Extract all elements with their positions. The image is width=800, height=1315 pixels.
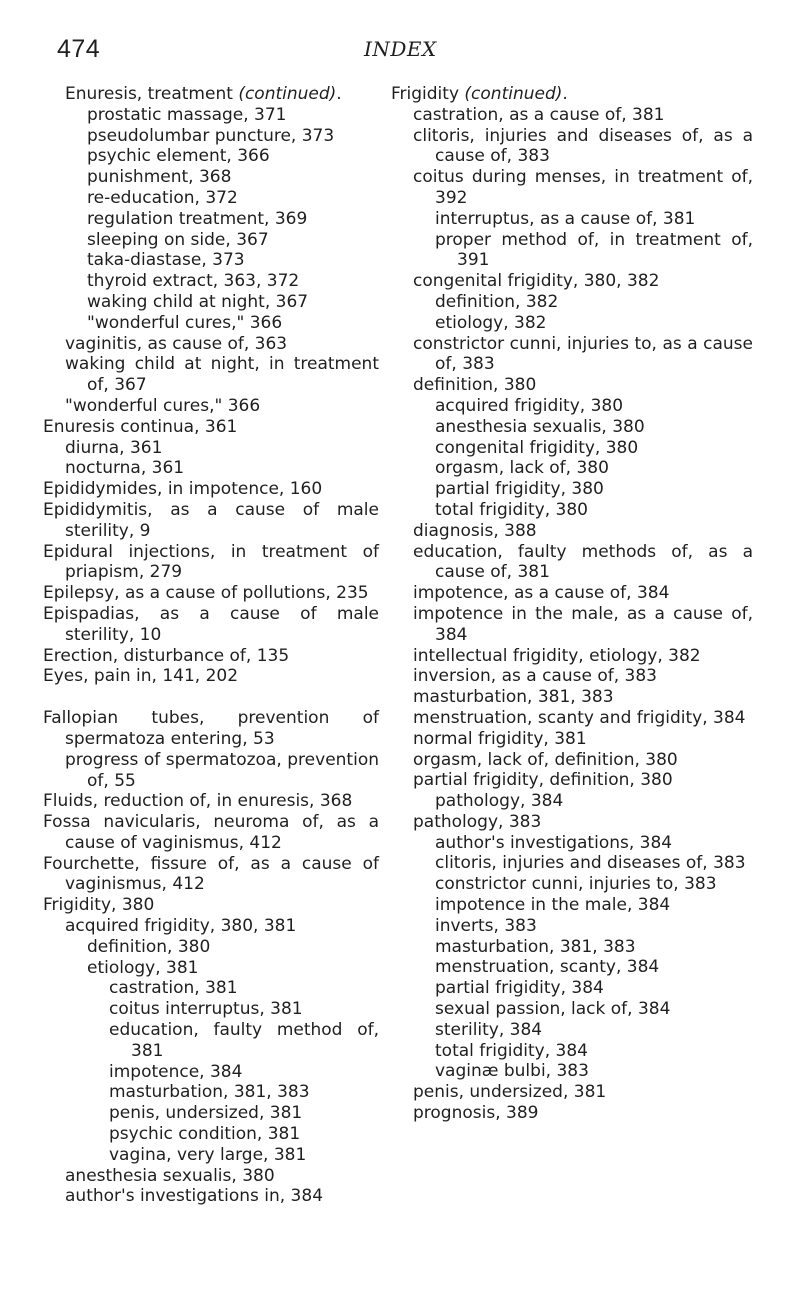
index-subentry bbox=[65, 1103, 379, 1124]
index-subentry bbox=[65, 1186, 379, 1207]
index-subentry bbox=[413, 500, 753, 521]
index-subentry bbox=[413, 209, 753, 230]
index-heading bbox=[43, 499, 379, 542]
entry-text: pathology, 384 bbox=[435, 791, 564, 812]
entry-text: impotence in the male, 384 bbox=[435, 895, 671, 916]
index-subentry bbox=[65, 396, 379, 417]
index-subentry bbox=[65, 84, 379, 105]
entry-text: punishment, 368 bbox=[87, 167, 232, 188]
entry-text: impotence, as a cause of, 384 bbox=[413, 583, 670, 604]
index-subentry bbox=[65, 438, 379, 459]
index-heading bbox=[43, 645, 379, 667]
entry-text: congenital frigidity, 380 bbox=[435, 437, 639, 458]
index-column-left bbox=[43, 84, 379, 1207]
index-subentry bbox=[65, 916, 379, 937]
index-subentry bbox=[413, 1061, 753, 1082]
index-subentry bbox=[65, 188, 379, 209]
index-subentry bbox=[65, 1020, 379, 1062]
entry-text: definition, 380 bbox=[413, 375, 537, 396]
entry-text: Fluids, reduction of, in enuresis, 368 bbox=[43, 791, 353, 812]
index-subentry bbox=[65, 978, 379, 999]
index-subentry bbox=[65, 250, 379, 271]
index-subentry bbox=[413, 542, 753, 584]
index-subentry bbox=[413, 895, 753, 916]
index-subentry bbox=[65, 126, 379, 147]
index-subentry bbox=[413, 646, 753, 667]
entry-text: Eyes, pain in, 141, 202 bbox=[43, 666, 239, 687]
entry-text: coitus during menses, in treatment of, 392 bbox=[413, 167, 753, 208]
entry-text: etiology, 382 bbox=[435, 312, 547, 333]
entry-text: progress of spermatozoa, prevention of, 55 bbox=[65, 749, 379, 791]
section-gap bbox=[65, 687, 379, 708]
index-subentry bbox=[413, 1020, 753, 1041]
entry-text: acquired frigidity, 380 bbox=[435, 395, 624, 416]
index-subentry bbox=[413, 438, 753, 459]
index-heading bbox=[43, 603, 379, 646]
entry-text: waking child at night, 367 bbox=[87, 291, 309, 312]
entry-text: proper method of, in treatment of, 391 bbox=[435, 229, 753, 271]
index-subentry bbox=[413, 708, 753, 729]
index-subentry bbox=[65, 958, 379, 979]
index-subentry bbox=[413, 292, 753, 313]
index-subentry bbox=[65, 999, 379, 1020]
index-subentry bbox=[413, 126, 753, 168]
entry-text: menstruation, scanty and frigidity, 384 bbox=[413, 707, 746, 728]
running-head: INDEX bbox=[364, 37, 437, 61]
entry-text: diurna, 361 bbox=[65, 437, 163, 458]
index-heading bbox=[43, 895, 379, 916]
entry-text: pseudolumbar puncture, 373 bbox=[87, 125, 335, 146]
entry-text: definition, 380 bbox=[87, 936, 211, 957]
entry-text: "wonderful cures," 366 bbox=[65, 395, 261, 416]
entry-text: thyroid extract, 363, 372 bbox=[87, 271, 300, 292]
entry-text: regulation treatment, 369 bbox=[87, 208, 308, 229]
index-subentry bbox=[413, 230, 753, 272]
index-subentry bbox=[413, 770, 753, 791]
entry-text: nocturna, 361 bbox=[65, 458, 185, 479]
continued-note: (continued) bbox=[238, 84, 337, 104]
entry-text: castration, 381 bbox=[109, 978, 238, 999]
index-subentry bbox=[65, 334, 379, 355]
index-subentry bbox=[413, 957, 753, 978]
entry-punctuation: . bbox=[562, 84, 568, 104]
index-subentry bbox=[65, 1124, 379, 1145]
index-subentry bbox=[65, 105, 379, 126]
index-subentry bbox=[413, 1103, 753, 1124]
index-subentry bbox=[413, 916, 753, 937]
entry-text: education, faulty methods of, as a cause of, 381 bbox=[413, 541, 753, 583]
index-subentry bbox=[413, 874, 753, 895]
page-number: 474 bbox=[57, 35, 101, 63]
index-subentry bbox=[413, 271, 753, 292]
entry-text: congenital frigidity, 380, 382 bbox=[413, 271, 660, 292]
entry-text: author's investigations, 384 bbox=[435, 832, 673, 853]
entry-text: penis, undersized, 381 bbox=[109, 1103, 303, 1124]
entry-text: psychic condition, 381 bbox=[109, 1124, 301, 1145]
entry-text: coitus interruptus, 381 bbox=[109, 999, 303, 1020]
index-heading bbox=[43, 416, 379, 438]
entry-text: clitoris, injuries and diseases of, 383 bbox=[435, 853, 746, 874]
entry-text: total frigidity, 380 bbox=[435, 499, 588, 520]
index-heading bbox=[43, 541, 379, 584]
entry-text: Fossa navicularis, neuroma of, as a cause of vaginismus, 412 bbox=[43, 812, 379, 853]
index-heading bbox=[43, 666, 379, 687]
index-subentry bbox=[413, 313, 753, 334]
index-subentry bbox=[413, 396, 753, 417]
entry-text: constrictor cunni, injuries to, as a cause of, 383 bbox=[413, 333, 753, 375]
entry-text: psychic element, 366 bbox=[87, 146, 270, 167]
index-subentry bbox=[65, 167, 379, 188]
index-heading bbox=[43, 791, 379, 812]
entry-text: Enuresis continua, 361 bbox=[43, 416, 238, 437]
entry-text: masturbation, 381, 383 bbox=[435, 936, 636, 957]
index-subentry bbox=[413, 458, 753, 479]
index-subentry bbox=[413, 666, 753, 687]
index-subentry bbox=[65, 750, 379, 792]
index-subentry bbox=[413, 375, 753, 396]
index-subentry bbox=[413, 853, 753, 874]
index-subentry bbox=[65, 271, 379, 292]
index-heading bbox=[43, 479, 379, 500]
index-subentry bbox=[65, 209, 379, 230]
index-subentry bbox=[65, 1082, 379, 1103]
index-subentry bbox=[413, 583, 753, 604]
index-subentry bbox=[413, 937, 753, 958]
entry-text: masturbation, 381, 383 bbox=[413, 687, 614, 708]
entry-text: masturbation, 381, 383 bbox=[109, 1082, 310, 1103]
index-subentry bbox=[65, 1166, 379, 1187]
index-heading bbox=[43, 708, 379, 750]
entry-text: author's investigations in, 384 bbox=[65, 1186, 324, 1207]
entry-text: Frigidity bbox=[391, 84, 460, 104]
entry-text: anesthesia sexualis, 380 bbox=[65, 1165, 275, 1186]
entry-punctuation: . bbox=[336, 84, 342, 104]
entry-text: partial frigidity, definition, 380 bbox=[413, 770, 673, 791]
entry-text: education, faulty method of, 381 bbox=[109, 1020, 379, 1061]
entry-text: constrictor cunni, injuries to, 383 bbox=[435, 874, 717, 895]
entry-text: pathology, 383 bbox=[413, 811, 542, 832]
index-heading bbox=[43, 812, 379, 854]
index-subentry bbox=[413, 479, 753, 500]
entry-text: partial frigidity, 380 bbox=[435, 479, 604, 500]
index-subentry bbox=[413, 105, 753, 126]
entry-text: Epididymides, in impotence, 160 bbox=[43, 479, 323, 500]
entry-text: prostatic massage, 371 bbox=[87, 104, 287, 125]
entry-text: Frigidity, 380 bbox=[43, 895, 155, 916]
entry-text: menstruation, scanty, 384 bbox=[435, 957, 660, 978]
index-subentry bbox=[65, 937, 379, 958]
entry-text: sterility, 384 bbox=[435, 1019, 543, 1040]
entry-text: impotence, 384 bbox=[109, 1061, 243, 1082]
entry-text: definition, 382 bbox=[435, 291, 559, 312]
entry-text: normal frigidity, 381 bbox=[413, 728, 587, 749]
index-column-right bbox=[391, 84, 753, 1124]
index-subentry bbox=[413, 812, 753, 833]
index-subentry bbox=[65, 1062, 379, 1083]
index-subentry bbox=[413, 604, 753, 646]
entry-text: waking child at night, in treatment of, 367 bbox=[65, 354, 379, 396]
index-subentry bbox=[65, 354, 379, 396]
entry-text: acquired frigidity, 380, 381 bbox=[65, 916, 297, 937]
entry-text: diagnosis, 388 bbox=[413, 520, 537, 541]
entry-text: orgasm, lack of, 380 bbox=[435, 458, 609, 479]
entry-text: prognosis, 389 bbox=[413, 1103, 539, 1124]
entry-text: inversion, as a cause of, 383 bbox=[413, 666, 657, 687]
entry-text: impotence in the male, as a cause of, 384 bbox=[413, 603, 753, 645]
entry-text: total frigidity, 384 bbox=[435, 1040, 588, 1061]
index-subentry bbox=[413, 1082, 753, 1103]
entry-text: vagina, very large, 381 bbox=[109, 1144, 307, 1165]
entry-text: Fallopian tubes, prevention of spermatoza entering, 53 bbox=[43, 708, 379, 749]
entry-text: partial frigidity, 384 bbox=[435, 978, 604, 999]
index-subentry bbox=[413, 978, 753, 999]
index-subentry bbox=[65, 230, 379, 251]
entry-text: Erection, disturbance of, 135 bbox=[43, 645, 290, 666]
entry-text: clitoris, injuries and diseases of, as a cause of, 383 bbox=[413, 125, 753, 167]
index-subentry bbox=[413, 521, 753, 542]
entry-text: sexual passion, lack of, 384 bbox=[435, 999, 671, 1020]
entry-text: sleeping on side, 367 bbox=[87, 229, 269, 250]
entry-text: castration, as a cause of, 381 bbox=[413, 104, 665, 125]
entry-text: Epidural injections, in treatment of priapism, 279 bbox=[43, 541, 379, 583]
entry-text: taka-diastase, 373 bbox=[87, 250, 245, 271]
entry-text: Fourchette, fissure of, as a cause of vaginismus, 412 bbox=[43, 853, 379, 895]
index-subentry bbox=[65, 1145, 379, 1166]
index-subentry bbox=[413, 750, 753, 771]
index-subentry bbox=[413, 729, 753, 750]
index-subentry bbox=[65, 292, 379, 313]
index-subentry bbox=[413, 833, 753, 854]
entry-text: inverts, 383 bbox=[435, 915, 537, 936]
entry-text: Epididymitis, as a cause of male sterility, 9 bbox=[43, 499, 379, 541]
index-subentry bbox=[413, 1041, 753, 1062]
index-subentry bbox=[413, 791, 753, 812]
entry-text: interruptus, as a cause of, 381 bbox=[435, 208, 696, 229]
index-subentry bbox=[65, 146, 379, 167]
entry-text: vaginitis, as cause of, 363 bbox=[65, 333, 288, 354]
entry-text: "wonderful cures," 366 bbox=[87, 312, 283, 333]
entry-text: Enuresis, treatment bbox=[65, 84, 233, 104]
entry-text: vaginæ bulbi, 383 bbox=[435, 1061, 589, 1082]
index-subentry bbox=[65, 458, 379, 479]
index-heading bbox=[391, 84, 753, 105]
index-subentry bbox=[413, 999, 753, 1020]
index-heading bbox=[43, 853, 379, 896]
continued-note: (continued) bbox=[464, 84, 563, 104]
index-subentry bbox=[413, 334, 753, 376]
entry-text: orgasm, lack of, definition, 380 bbox=[413, 749, 678, 770]
entry-text: anesthesia sexualis, 380 bbox=[435, 416, 645, 437]
index-subentry bbox=[413, 687, 753, 708]
index-subentry bbox=[65, 313, 379, 334]
entry-text: etiology, 381 bbox=[87, 957, 199, 978]
index-subentry bbox=[413, 417, 753, 438]
index-subentry bbox=[413, 167, 753, 209]
entry-text: Epilepsy, as a cause of pollutions, 235 bbox=[43, 583, 369, 604]
entry-text: penis, undersized, 381 bbox=[413, 1082, 607, 1103]
entry-text: intellectual frigidity, etiology, 382 bbox=[413, 645, 701, 666]
index-heading bbox=[43, 583, 379, 604]
entry-text: re-education, 372 bbox=[87, 187, 238, 208]
entry-text: Epispadias, as a cause of male sterility, 10 bbox=[43, 603, 379, 645]
